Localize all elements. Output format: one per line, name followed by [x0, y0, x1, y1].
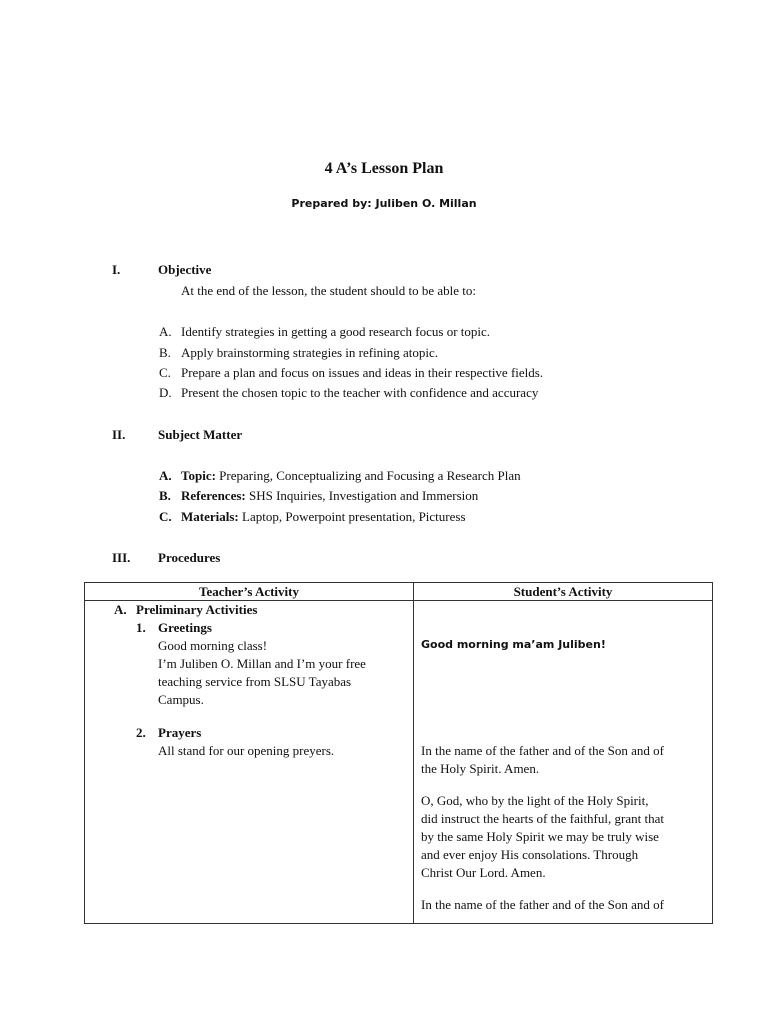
objective-item-text: Prepare a plan and focus on issues and ideas in their respective fields.: [181, 365, 544, 380]
objective-item: [159, 324, 490, 340]
subject-item-text: Preparing, Conceptualizing and Focusing a Research Plan: [215, 468, 521, 483]
student-line: and ever enjoy His consolations. Through: [421, 847, 639, 862]
section-objective-number: I.: [112, 262, 121, 277]
subject-item-label: Materials:: [181, 509, 239, 524]
student-line: by the same Holy Spirit we may be truly wise: [421, 829, 659, 844]
section-procedures-title: Procedures: [158, 550, 221, 565]
objective-item-text: Present the chosen topic to the teacher with confidence and accuracy: [181, 385, 539, 400]
objective-item-marker: B.: [159, 345, 171, 360]
student-greeting: Good morning ma’am Juliben!: [421, 638, 606, 651]
subject-item-label: Topic:: [181, 468, 216, 483]
greeting-line: Good morning class!: [158, 638, 268, 653]
subject-item-text: SHS Inquiries, Investigation and Immersion: [245, 488, 479, 503]
section-subject-number: II.: [112, 427, 126, 442]
subject-item: [159, 488, 478, 504]
student-line: In the name of the father and of the Son and of: [421, 743, 664, 758]
subject-item: [159, 509, 466, 525]
objective-item: [159, 385, 538, 401]
greetings-marker: 1.: [136, 620, 146, 635]
preliminary-title: Preliminary Activities: [136, 602, 258, 617]
section-objective-title: Objective: [158, 262, 212, 277]
student-line: In the name of the father and of the Son and of: [421, 897, 664, 912]
student-line: Christ Our Lord. Amen.: [421, 865, 546, 880]
table-row: [85, 601, 713, 924]
prepared-by: Prepared by: Juliben O. Millan: [291, 197, 477, 210]
subject-item: [159, 468, 521, 484]
objective-item-text: Identify strategies in getting a good research focus or topic.: [181, 324, 491, 339]
objective-item-marker: C.: [159, 365, 171, 380]
greetings-title: Greetings: [158, 620, 212, 635]
objective-item-marker: D.: [159, 385, 172, 400]
objective-intro: At the end of the lesson, the student should to be able to:: [181, 283, 476, 298]
subject-item-label: References:: [181, 488, 246, 503]
subject-item-text: Laptop, Powerpoint presentation, Picturess: [238, 509, 466, 524]
objective-item-text: Apply brainstorming strategies in refining atopic.: [181, 345, 439, 360]
subject-item-marker: A.: [159, 468, 172, 483]
subject-item-marker: B.: [159, 488, 171, 503]
document-title: 4 A’s Lesson Plan: [324, 160, 444, 177]
greeting-line: I’m Juliben O. Millan and I’m your free: [158, 656, 366, 671]
section-subject-title: Subject Matter: [158, 427, 243, 442]
prayers-marker: 2.: [136, 725, 146, 740]
prayers-title: Prayers: [158, 725, 202, 740]
student-line: O, God, who by the light of the Holy Spirit,: [421, 793, 649, 808]
objective-item-marker: A.: [159, 324, 172, 339]
objective-item: [159, 345, 438, 361]
student-line: the Holy Spirit. Amen.: [421, 761, 540, 776]
student-line: did instruct the hearts of the faithful, grant that: [421, 811, 664, 826]
student-activity-header: Student’s Activity: [414, 583, 713, 601]
subject-item-marker: C.: [159, 509, 172, 524]
section-procedures-number: III.: [112, 550, 131, 565]
teacher-activity-cell: [85, 601, 414, 924]
greeting-line: teaching service from SLSU Tayabas: [158, 674, 352, 689]
procedures-table: [84, 582, 713, 924]
teacher-activity-header: Teacher’s Activity: [85, 583, 414, 601]
student-activity-cell: [414, 601, 713, 924]
table-header-row: [85, 583, 713, 601]
preliminary-marker: A.: [114, 602, 127, 617]
objective-item: [159, 365, 543, 381]
greeting-line: Campus.: [158, 692, 204, 707]
prayer-line: All stand for our opening preyers.: [158, 743, 335, 758]
